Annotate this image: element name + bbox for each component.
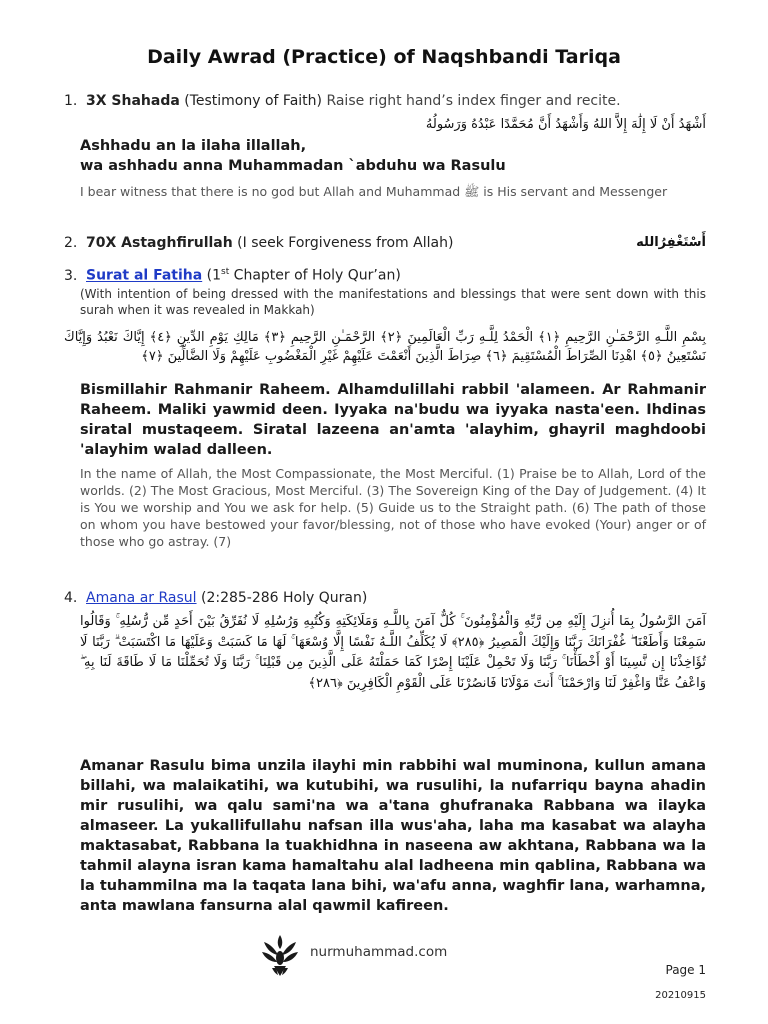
section-number: 1. (64, 93, 78, 109)
section-desc: (2:285-286 Holy Quran) (196, 590, 368, 606)
amana-ar-rasul-arabic: آمَنَ الرَّسُولُ بِمَا أُنزِلَ إِلَيْهِ مِن رَّبِّهِ وَالْمُؤْمِنُونَ ۚ كُلٌّ آمَنَ بِاللَّـهِ وَمَلَائِكَتِهِ وَكُتُبِهِ وَرُسُلِهِ لَا نُفَرِّقُ بَيْنَ أَحَدٍ مِّن رُّسُلِهِ ۚ وَقَالُوا سَمِعْنَا وَأَطَعْنَا ۖ غُفْرَانَكَ رَبَّنَا وَإِلَيْكَ الْمَصِيرُ ﴿٢٨٥﴾ لَا يُكَلِّفُ اللَّـهُ نَفْسًا إِلَّا وُسْعَهَا ۚ لَهَا مَا كَسَبَتْ وَعَلَيْهَا مَا اكْتَسَبَتْ ۗ رَبَّنَا لَا تُؤَاخِذْنَا إِن نَّسِينَا أَوْ أَخْطَأْنَا ۚ رَبَّنَا وَلَا تَحْمِلْ عَلَيْنَا إِصْرًا كَمَا حَمَلْتَهُ عَلَى الَّذِينَ مِن قَبْلِنَا ۚ رَبَّنَا وَلَا تُحَمِّلْنَا مَا لَا طَاقَةَ لَنَا بِهِ ۖ وَاعْفُ عَنَّا وَاغْفِرْ لَنَا وَارْحَمْنَا ۚ أَنتَ مَوْلَانَا فَانصُرْنَا عَلَى الْقَوْمِ الْكَافِرِينَ ﴿٢٨٦﴾ (80, 614, 706, 691)
section-2-heading (64, 235, 453, 251)
section-desc-post: Chapter of Holy Qur’an) (229, 267, 401, 284)
section-number: 3. (64, 267, 78, 284)
fatiha-note: (With intention of being dressed with the manifestations and blessings that were sent down with this surah when it was revealed in Makkah) (80, 287, 706, 317)
section-number: 4. (64, 590, 78, 606)
surat-al-fatiha-link[interactable]: Surat al Fatiha (86, 267, 203, 284)
shahada-translation: I bear witness that there is no god but Allah and Muhammad ﷺ is His servant and Messenger (80, 184, 668, 199)
fatiha-transliteration: Bismillahir Rahmanir Raheem. Alhamdulillahi rabbil 'alameen. Ar Rahmanir Raheem. Maliki yawmid deen. Iyyaka na'budu wa iyyaka nasta'een. Ihdinas siratal mustaqeem. Siratal lazeena an'amta 'alayhim, ghayril maghdoobi 'alayhim walad dalleen. (80, 382, 706, 458)
fatiha-translation: In the name of Allah, the Most Compassionate, the Most Merciful. (1) Praise be to Allah, Lord of the worlds. (2) The Most Gracious, Most Merciful. (3) The Sovereign King of the Day of Judgement. (4) It is You we worship and You we ask for help. (5) Guide us to the Straight path. (6) The path of those on whom you have bestowed your favor/blessing, not of those who have evoked (Your) anger or of those who go astray. (7) (80, 466, 706, 549)
section-3-heading (64, 267, 401, 284)
astaghfirullah-arabic: أَسْتَغْفِرُالله (636, 235, 706, 250)
fatiha-arabic: بِسْمِ اللَّـهِ الرَّحْمَـٰنِ الرَّحِيمِ ﴿١﴾ الْحَمْدُ لِلَّـهِ رَبِّ الْعَالَمِينَ ﴿٢﴾ الرَّحْمَـٰنِ الرَّحِيمِ ﴿٣﴾ مَالِكِ يَوْمِ الدِّينِ ﴿٤﴾ إِيَّاكَ نَعْبُدُ وَإِيَّاكَ نَسْتَعِينُ ﴿٥﴾ اهْدِنَا الصِّرَاطَ الْمُسْتَقِيمَ ﴿٦﴾ صِرَاطَ الَّذِينَ أَنْعَمْتَ عَلَيْهِمْ غَيْرِ الْمَغْضُوبِ عَلَيْهِمْ وَلَا الضَّالِّينَ ﴿٧﴾ (64, 330, 707, 364)
document-date: 20210915 (655, 990, 706, 1001)
page-number: Page 1 (665, 963, 706, 977)
section-name: 3X Shahada (86, 93, 180, 109)
section-4-heading (64, 590, 367, 606)
section-desc-sup: st (221, 267, 230, 277)
shahada-arabic: أَشْهَدُ أَنْ لَا إِلَٰهَ إِلاَّ اللهُ وَأَشْهَدُ أَنَّ مُحَمَّدًا عَبْدُهُ وَرَسُولُهُ (425, 117, 706, 132)
section-number: 2. (64, 235, 78, 251)
section-desc: (I seek Forgiveness from Allah) (232, 235, 454, 251)
section-1-heading (64, 93, 621, 109)
section-name: 70X Astaghfirullah (86, 235, 233, 251)
footer-url[interactable]: nurmuhammad.com (310, 944, 448, 960)
amana-ar-rasul-link[interactable]: Amana ar Rasul (86, 590, 197, 606)
page-title: Daily Awrad (Practice) of Naqshbandi Tariqa (147, 46, 621, 68)
logo-icon (260, 932, 300, 978)
amana-ar-rasul-transliteration: Amanar Rasulu bima unzila ilayhi min rabbihi wal muminona, kullun amana billahi, wa malaikatihi, wa kutubihi, wa rusulihi, la nufarriqu bayna ahadin mir rusulihi, wa qalu sami'na wa a'tana ghufranaka Rabbana wa ilayka almaseer. La yukallifullahu nafsan illa wus'aha, laha ma kasabat wa alayha maktasabat, Rabbana la tuakhidhna in naseena aw akhtana, Rabbana wa la tahmil alayna isran kama hamaltahu alal ladheena min qablina, Rabbana wa la tuhammilna ma la taqata lana bihi, wa'afu anna, waghfir lana, warhamna, anta mawlana fansurna alal qawmil kafireen. (80, 758, 706, 914)
section-instruction: Raise right hand’s index finger and recite. (326, 93, 621, 109)
section-desc-pre: (1 (202, 267, 222, 284)
shahada-transliteration-line-1: Ashhadu an la ilaha illallah, (80, 138, 307, 154)
shahada-transliteration-line-2: wa ashhadu anna Muhammadan `abduhu wa Rasulu (80, 158, 506, 174)
section-desc: (Testimony of Faith) (179, 93, 327, 109)
